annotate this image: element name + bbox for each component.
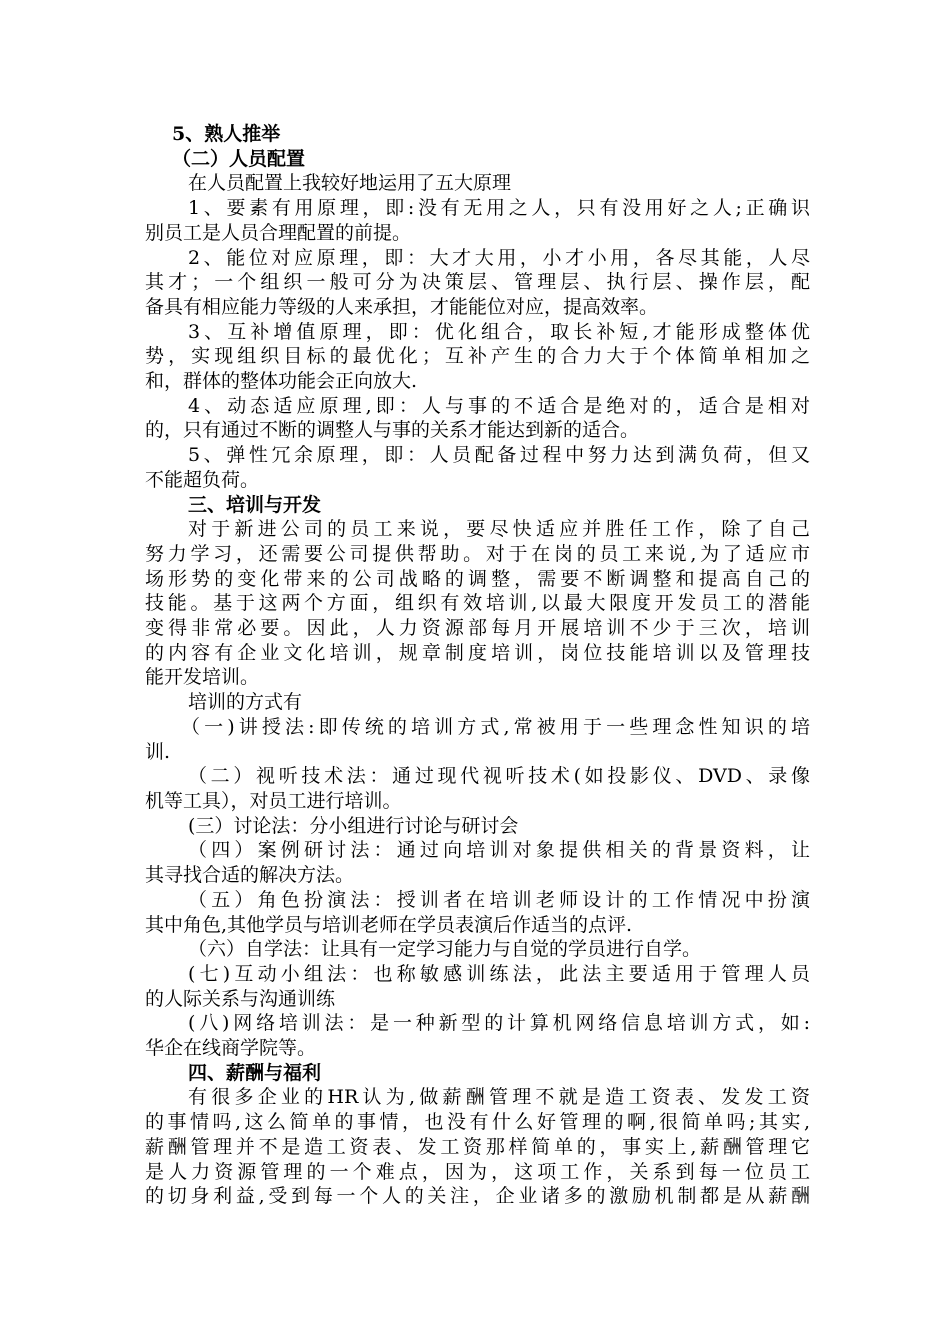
paragraph-line: 势，实现组织目标的最优化；互补产生的合力大于个体简单相加之	[145, 345, 810, 368]
heading-compensation: 四、薪酬与福利	[188, 1061, 322, 1084]
paragraph-line: 技能。基于这两个方面，组织有效培训,以最大限度开发员工的潜能	[145, 592, 810, 615]
paragraph-line: 机等工具），对员工进行培训。	[145, 789, 402, 812]
paragraph-line: 2、能位对应原理，即：大才大用，小才小用，各尽其能，人尽	[188, 246, 810, 269]
paragraph-line: 华企在线商学院等。	[145, 1037, 317, 1060]
paragraph-line: 的，只有通过不断的调整人与事的关系才能达到新的适合。	[145, 419, 640, 442]
paragraph-line: 其寻找合适的解决方法。	[145, 864, 355, 887]
paragraph-line: 在人员配置上我较好地运用了五大原理	[188, 172, 512, 195]
paragraph-line: 1、要素有用原理，即:没有无用之人，只有没用好之人;正确识	[188, 197, 810, 220]
paragraph-line: 有很多企业的HR认为,做薪酬管理不就是造工资表、发发工资	[188, 1086, 810, 1109]
paragraph-line: 薪酬管理并不是造工资表、发工资那样简单的，事实上,薪酬管理它	[145, 1135, 810, 1158]
paragraph-line: (三）讨论法：分小组进行讨论与研讨会	[188, 814, 519, 837]
paragraph-line: 培训的方式有	[188, 691, 303, 714]
paragraph-line: 能开发培训。	[145, 666, 260, 689]
paragraph-line: 的内容有企业文化培训，规章制度培训，岗位技能培训以及管理技	[145, 641, 810, 664]
paragraph-line: 的人际关系与沟通训练	[145, 987, 336, 1010]
paragraph-line: 其才；一个组织一般可分为决策层、管理层、执行层、操作层，配	[145, 271, 810, 294]
paragraph-line: 备具有相应能力等级的人来承担，才能能位对应，提高效率。	[145, 295, 659, 318]
heading-staffing: （二）人员配置	[172, 147, 306, 170]
paragraph-line: 3、互补增值原理，即：优化组合，取长补短,才能形成整体优	[188, 320, 810, 343]
paragraph-line: （二）视听技术法：通过现代视听技术(如投影仪、DVD、录像	[188, 765, 810, 788]
paragraph-line: 是人力资源管理的一个难点，因为，这项工作，关系到每一位员工	[145, 1160, 810, 1183]
paragraph-line: 不能超负荷。	[145, 468, 260, 491]
paragraph-line: 对于新进公司的员工来说，要尽快适应并胜任工作，除了自己	[188, 518, 810, 541]
heading-training: 三、培训与开发	[188, 493, 322, 516]
paragraph-line: 变得非常必要。因此，人力资源部每月开展培训不少于三次，培训	[145, 617, 810, 640]
paragraph-line: 的事情吗,这么简单的事情，也没有什么好管理的啊,很简单吗;其实,	[145, 1111, 810, 1134]
paragraph-line: （六）自学法：让具有一定学习能力与自觉的学员进行自学。	[188, 938, 702, 961]
paragraph-line: 训.	[145, 740, 171, 763]
paragraph-line: (七)互动小组法：也称敏感训练法，此法主要适用于管理人员	[188, 962, 810, 985]
paragraph-line: 其中角色,其他学员与培训老师在学员表演后作适当的点评.	[145, 913, 633, 936]
paragraph-line: (八)网络培训法：是一种新型的计算机网络信息培训方式，如:	[188, 1012, 810, 1035]
paragraph-line: 5、弹性冗余原理，即：人员配备过程中努力达到满负荷，但又	[188, 444, 810, 467]
paragraph-line: （一)讲授法:即传统的培训方式,常被用于一些理念性知识的培	[181, 715, 810, 738]
paragraph-line: 别员工是人员合理配置的前提。	[145, 221, 412, 244]
paragraph-line: （四）案例研讨法：通过向培训对象提供相关的背景资料，让	[188, 839, 810, 862]
paragraph-line: 努力学习，还需要公司提供帮助。对于在岗的员工来说,为了适应市	[145, 542, 810, 565]
paragraph-line: 和，群体的整体功能会正向放大.	[145, 370, 418, 393]
paragraph-line: 的切身利益,受到每一个人的关注，企业诸多的激励机制都是从薪酬	[145, 1185, 810, 1208]
heading-acquaintance-referral: 5、熟人推举	[172, 123, 281, 145]
paragraph-line: 场形势的变化带来的公司战略的调整，需要不断调整和提高自己的	[145, 567, 810, 590]
paragraph-line: （五）角色扮演法：授训者在培训老师设计的工作情况中扮演	[188, 888, 810, 911]
paragraph-line: 4、动态适应原理,即：人与事的不适合是绝对的，适合是相对	[188, 394, 810, 417]
